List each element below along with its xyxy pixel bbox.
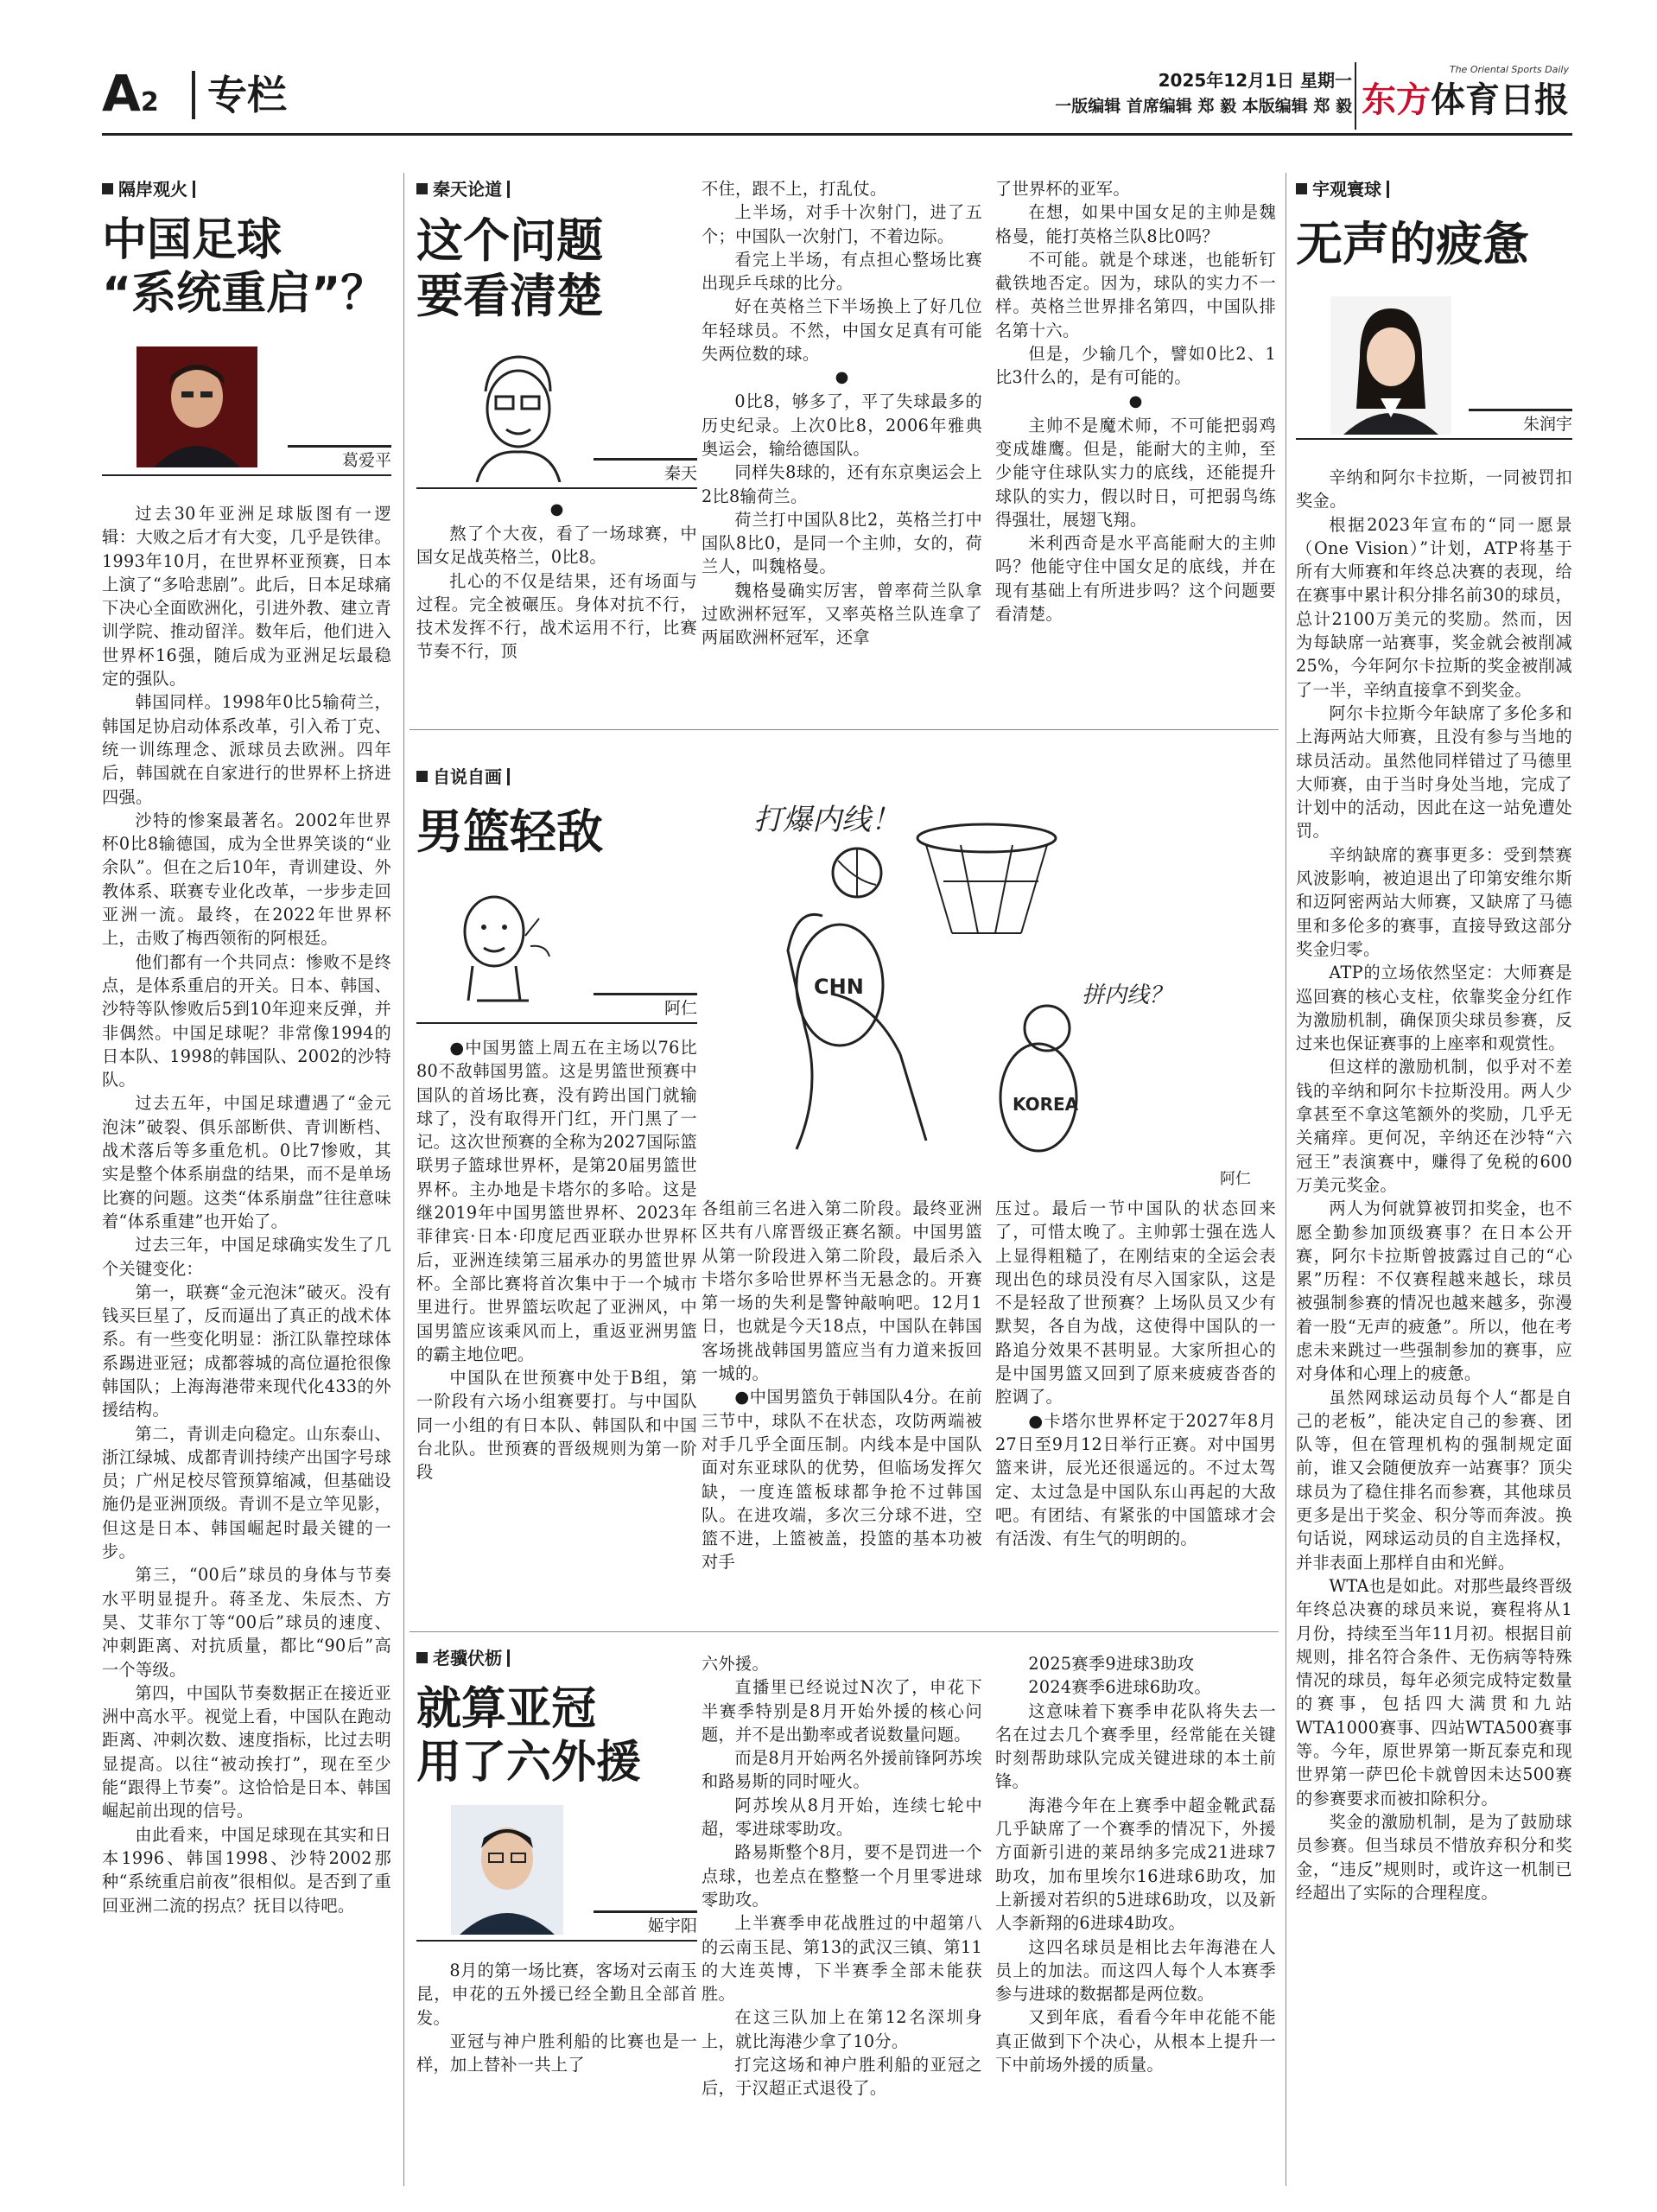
paragraph: 2025赛季9进球3助攻	[1028, 1654, 1195, 1674]
author-name: 秦天	[594, 458, 697, 484]
paragraph: 过去五年，中国足球遭遇了“金元泡沫”破裂、俱乐部断供、青训断档、战术落后等多重危机。0比7惨败，其实是整个体系崩盘的结果，而不是单场比赛的问题。这类“体系崩盘”往往意味着“体系重建”也开始了。	[102, 1093, 391, 1231]
article-headline: 中国足球 “系统重启”？	[102, 214, 386, 320]
article-shenhua-c	[995, 1652, 1276, 2076]
article-headline: 就算亚冠 用了六外援	[416, 1683, 642, 1789]
author-portrait	[102, 336, 391, 476]
paragraph: 奖金的激励机制，是为了鼓励球员参赛。但当球员不惜放弃积分和奖金，“违反”规则时，或许这一机制已经超出了实际的合理程度。	[1296, 1811, 1572, 1903]
article-mens-basketball-c	[995, 1197, 1276, 1550]
paragraph: 压过。最后一节中国队的状态回来了，可惜太晚了。主帅郭士强在选人上显得粗糙了，在刚结束的全运会表现出色的球员没有尽入国家队，这是不是轻敌了世预赛？上场队员又少有默契，各自为战，这使得中国队的一路追分效果不甚明显。大家所担心的是中国男篮又回到了原来疲疲沓沓的腔调了。	[995, 1198, 1276, 1408]
paragraph: 阿尔卡拉斯今年缺席了多伦多和上海两站大师赛，且没有参与当地的球员活动。虽然他同样错过了马德里大师赛，由于当时身处当地，完成了计划中的活动，因此在这一站免遭处罚。	[1296, 702, 1572, 842]
column-tag: 秦天论道	[416, 177, 697, 201]
article-shenhua-a	[416, 1646, 697, 2076]
author-portrait	[416, 1802, 697, 1942]
paragraph: 亚冠与神户胜利船的比赛也是一样，加上替补一共上了	[416, 2031, 697, 2075]
paragraph: 2024赛季6进球6助攻。	[1028, 1677, 1211, 1698]
header-meta	[1055, 67, 1352, 119]
paragraph: 过去30年亚洲足球版图有一逻辑：大败之后才有大变，几乎是铁律。1993年10月，在世界杯亚预赛，日本上演了“多哈悲剧”。此后，日本足球痛下决心全面欧洲化，引进外教、建立青训学院、推动留洋。数年后，他们进入世界杯16强，随后成为亚洲足坛最稳定的强队。	[102, 504, 391, 690]
article-shenhua-b	[702, 1652, 982, 2101]
paragraph: 但这样的激励机制，似乎对不差钱的辛纳和阿尔卡拉斯没用。两人少拿甚至不拿这笔额外的奖励，几乎无关痛痒。更何况，辛纳还在沙特“六冠王”表演赛中，赚得了免税的600万美元奖金。	[1296, 1057, 1572, 1195]
newspaper-logo	[1355, 62, 1572, 130]
article-women-football-c	[995, 177, 1276, 626]
section-divider	[409, 1631, 1279, 1632]
article-headline: 这个问题 要看清楚	[416, 213, 603, 323]
paragraph: ●卡塔尔世界杯定于2027年8月27日至9月12日举行正赛。对中国男篮来讲，辰光还很遥远的。不过太驾定、太过急是中国队东山再起的大敌吧。有团结、有紧张的中国篮球才会有活泼、有生气的明朗的。	[995, 1410, 1276, 1549]
paragraph: 他们都有一个共同点：惨败不是终点，是体系重启的开关。日本、韩国、沙特等队惨败后5到10年迎来反弹，并非偶然。中国足球呢？非常像1994的日本队、1998的韩国队、2002的沙特队。	[102, 951, 391, 1090]
paragraph: 六外援。	[702, 1654, 769, 1674]
paragraph: 第三，“00后”球员的身体与节奏水平明显提升。蒋圣龙、朱辰杰、方昊、艾菲尔丁等“00后”球员的速度、冲刺距离、对抗质量，都比“90后”高一个等级。	[102, 1565, 391, 1680]
paragraph: 上半场，对手十次射门，进了五个；中国队一次射门，不着边际。	[702, 202, 982, 246]
cartoon-caption2-text: 拼内线？	[1082, 982, 1172, 1008]
logo-english: The Oriental Sports Daily	[1449, 64, 1569, 75]
jersey-chn: CHN	[814, 975, 864, 999]
author-name: 葛爱平	[288, 445, 391, 471]
separator-dot: ●	[549, 500, 564, 518]
page-header	[102, 62, 1572, 136]
paragraph: 海港今年在上赛季中超金靴武磊几乎缺席了一个赛季的情况下，外援方面新引进的莱昂纳多完成21进球7助攻，加布里埃尔16进球6助攻，加上新援对若织的5进球6助攻，以及新人李新翔的6进球4助攻。	[995, 1795, 1276, 1934]
paragraph: 荷兰打中国队8比2，英格兰打中国队8比0，是同一个主帅，女的，荷兰人，叫魏格曼。	[702, 509, 982, 577]
author-name: 阿仁	[594, 993, 697, 1019]
author-portrait	[416, 336, 697, 489]
paragraph: WTA也是如此。对那些最终晋级年终总决赛的球员来说，赛程将从1月份，持续至当年11月初。根据目前规则，排名符合条件、无伤病等特殊情况的球员，每年必须完成特定数量的赛事，包括四大满贯和九站WTA1000赛事、四站WTA500赛事等。今年，原世界第一斯瓦泰克和现世界第一萨巴伦卡就曾因未达500赛的参赛要求而被扣除积分。	[1296, 1575, 1572, 1808]
column-tag: 隔岸观火	[102, 177, 391, 201]
paragraph: 不可能。就是个球迷，也能斩钉截铁地否定。因为，球队的实力不一样。英格兰世界排名第四，中国队排名第十六。	[995, 249, 1276, 340]
paragraph: 沙特的惨案最著名。2002年世界杯0比8输德国，成为全世界笑谈的“业余队”。但在之后10年，青训建设、外教体系、联赛专业化改革，一步步走回亚洲一流。最终，在2022年世界杯上，击败了梅西领衔的阿根廷。	[102, 810, 391, 949]
paragraph: 8月的第一场比赛，客场对云南玉昆，申花的五外援已经全勤且全部首发。	[416, 1961, 697, 2028]
paragraph: 但是，少输几个，譬如0比2、1比3什么的，是有可能的。	[995, 344, 1276, 388]
article-women-football-b	[702, 177, 982, 650]
paragraph: 虽然网球运动员每个人“都是自己的老板”，能决定自己的参赛、团队等，但在管理机构的强制规定面前，谁又会随便放弃一站赛事？顶尖球员为了稳住排名而参赛，其他球员更多是出于奖金、积分等而奔波。换句话说，网球运动员的自主选择权，并非表面上那样自由和光鲜。	[1296, 1387, 1572, 1573]
logo-title: 东方体育日报	[1362, 80, 1569, 120]
separator-dot: ●	[835, 368, 849, 387]
cartoon-signature: 阿仁	[1220, 1170, 1251, 1188]
column-tag: 自说自画	[416, 765, 697, 789]
cartoon-caption-text: 打爆内线！	[753, 803, 900, 837]
editorial-cartoon	[702, 778, 1276, 1192]
paragraph: ●中国男篮负于韩国队4分。在前三节中，球队不在状态，攻防两端被对手几乎全面压制。内线本是中国队面对东亚球队的优势，但临场发挥欠缺，一度连篮板球都争抢不过韩国队。在进攻端，多次三分球不进，空篮不进，上篮被盖，投篮的基本功被对手	[702, 1387, 982, 1573]
article-mens-basketball-b	[702, 1197, 982, 1574]
paragraph: 不住，跟不上，打乱仗。	[702, 179, 887, 199]
paragraph: 而是8月开始两名外援前锋阿苏埃和路易斯的同时哑火。	[702, 1748, 982, 1792]
paragraph: 第一，联赛“金元泡沫”破灭。没有钱买巨星了，反而逼出了真正的战术体系。有一些变化明显：浙江队靠控球体系踢进亚冠；成都蓉城的高位逼抢很像韩国队；上海海港带来现代化433的外援结构。	[102, 1281, 391, 1421]
article-tennis	[1296, 177, 1572, 1904]
author-portrait	[1296, 291, 1572, 440]
paragraph: 看完上半场，有点担心整场比赛出现乒乓球的比分。	[702, 249, 982, 294]
section-divider	[409, 729, 1279, 730]
article-body	[102, 502, 391, 1917]
author-sketch	[451, 340, 581, 482]
paragraph: 熬了个大夜，看了一场球赛，中国女足战英格兰，0比8。	[416, 524, 697, 568]
paragraph: 扎心的不仅是结果，还有场面与过程。完全被碾压。身体对抗不行，技术发挥不行，战术运用不行，比赛节奏不行，顶	[416, 570, 697, 662]
article-headline: 无声的疲惫	[1296, 217, 1529, 271]
paragraph: 米利西奇是水平高能耐大的主帅吗？他能守住中国女足的底线，并在现有基础上有所进步吗？这个问题要看清楚。	[995, 533, 1276, 625]
article-headline: 男篮轻敌	[416, 804, 603, 859]
article-women-football-a	[416, 177, 697, 664]
paragraph: 过去三年，中国足球确实发生了几个关键变化：	[102, 1235, 391, 1279]
section-title: 专栏	[192, 71, 287, 119]
paragraph: 韩国同样。1998年0比5输荷兰，韩国足协启动体系改革，引入希丁克、统一训练理念、派球员去欧洲。四年后，韩国就在自家进行的世界杯上挤进四强。	[102, 692, 391, 807]
paragraph: 魏格曼确实厉害，曾率荷兰队拿过欧洲杯冠军，又率英格兰队连拿了两届欧洲杯冠军，还拿	[702, 580, 982, 648]
paragraph: 主帅不是魔术师，不可能把弱鸡变成雄鹰。但是，能耐大的主帅，至少能守住球队实力的底线，还能提升球队的实力，假以时日，可把弱鸟练得强壮，展翅飞翔。	[995, 415, 1276, 530]
paragraph: 0比8，够多了，平了失球最多的历史纪录。上次0比8，2006年雅典奥运会，输给德国队。	[702, 391, 982, 459]
author-photo	[451, 1805, 563, 1935]
author-photo	[136, 346, 257, 467]
paragraph: 第二，青训走向稳定。山东泰山、浙江绿城、成都青训持续产出国字号球员；广州足校尽管预算缩减，但基础设施仍是亚洲顶级。青训不是立竿见影，但这是日本、韩国崛起时最关键的一步。	[102, 1423, 391, 1562]
paragraph: ATP的立场依然坚定：大师赛是巡回赛的核心支柱，依靠奖金分红作为激励机制，确保顶尖球员参赛，反过来也保证赛事的上座率和观赏性。	[1296, 963, 1572, 1054]
issue-date: 2025年12月1日 星期一	[1158, 70, 1352, 91]
paragraph: 路易斯整个8月，要不是罚进一个点球，也差点在整整一个月里零进球零助攻。	[702, 1842, 982, 1910]
author-portrait	[416, 875, 697, 1024]
paragraph: 同样失8球的，还有东京奥运会上2比8输荷兰。	[702, 462, 982, 506]
paragraph: 由此看来，中国足球现在其实和日本1996、韩国1998、沙特2002那种“系统重启前夜”很相似。是否到了重回亚洲二流的拐点？抚目以待吧。	[102, 1824, 391, 1916]
paragraph: 两人为何就算被罚扣奖金，也不愿全勤参加顶级赛事？在日本公开赛，阿尔卡拉斯曾披露过自己的“心累”历程：不仅赛程越来越长，球员被强制参赛的情况也越来越多，弥漫着一股“无声的疲惫”。所以，他在考虑未来跳过一些强制参加的赛事，应对身体和心理上的疲惫。	[1296, 1198, 1572, 1384]
paragraph: 在这三队加上在第12名深圳身上，就比海港少拿了10分。	[702, 2007, 982, 2051]
paragraph: 又到年底，看看今年申花能不能真正做到下个决心，从根本上提升一下中前场外援的质量。	[995, 2007, 1276, 2075]
paragraph: 打完这场和神户胜利船的亚冠之后，于汉超正式退役了。	[702, 2055, 982, 2099]
column-divider	[403, 173, 404, 2186]
paragraph: 在想，如果中国女足的主帅是魏格曼，能打英格兰队8比0吗？	[995, 202, 1276, 246]
jersey-korea: KOREA	[1013, 1094, 1079, 1115]
article-sino-soccer	[102, 177, 391, 1917]
paragraph: ●中国男篮上周五在主场以76比80不敌韩国男篮。这是男篮世预赛中国队的首场比赛，没有跨出国门就输球了，没有取得开门红，开门黑了一记。这次世预赛的全称为2027国际篮联男子篮球世界杯，是第20届男篮世界杯。主办地是卡塔尔的多哈。这是继2019年中国男篮世界杯、2023年菲律宾·日本·印度尼西亚联办世界杯后，亚洲连续第三届承办的男篮世界杯。全部比赛将首次集中于一个城市里进行。世界篮坛吹起了亚洲风，中国男篮应该乘风而上，重返亚洲男篮的霸主地位吧。	[416, 1038, 697, 1364]
editors-line: 一版编辑 首席编辑 郑 毅 本版编辑 郑 毅	[1055, 97, 1352, 116]
paragraph: 这意味着下赛季申花队将失去一名在过去几个赛季里，经常能在关键时刻帮助球队完成关键进球的本土前锋。	[995, 1700, 1276, 1792]
paragraph: 阿苏埃从8月开始，连续七轮中超，零进球零助攻。	[702, 1795, 982, 1840]
paragraph: 这四名球员是相比去年海港在人员上的加法。而这四人每个人本赛季参与进球的数据都是两位数。	[995, 1936, 1276, 2005]
author-photo	[1330, 296, 1451, 435]
column-tag: 老骥伏枥	[416, 1646, 697, 1670]
paragraph: 直播里已经说过N次了，申花下半赛季特别是8月开始外援的核心问题，并不是出勤率或者说数量问题。	[702, 1677, 982, 1745]
author-name: 姬宇阳	[594, 1910, 697, 1936]
column-tag: 宇观寰球	[1296, 177, 1572, 201]
paragraph: 上半赛季申花战胜过的中超第八的云南玉昆、第13的武汉三镇、第11的大连英博，下半赛季全部未能获胜。	[702, 1913, 982, 2005]
cartoon-illustration	[702, 778, 1276, 1192]
paragraph: 了世界杯的亚军。	[995, 179, 1130, 199]
paragraph: 根据2023年宣布的“同一愿景（One Vision）”计划，ATP将基于所有大师赛和年终总决赛的表现，给在赛事中累计积分排名前30的球员，总计2100万美元的奖励。然而，因为每缺席一站赛事，奖金就会被削减25%，今年阿尔卡拉斯的奖金被削减了一半，辛纳直接拿不到奖金。	[1296, 514, 1572, 700]
paragraph: 辛纳缺席的赛事更多：受到禁赛风波影响，被迫退出了印第安维尔斯和迈阿密两站大师赛，又缺席了马德里和多伦多的赛事，直接导致这部分奖金归零。	[1296, 844, 1572, 959]
separator-dot: ●	[1128, 391, 1143, 410]
author-name: 朱润宇	[1469, 409, 1572, 435]
paragraph: 辛纳和阿尔卡拉斯，一同被罚扣奖金。	[1296, 467, 1572, 512]
article-mens-basketball-a	[416, 765, 697, 1484]
author-sketch	[442, 884, 563, 1014]
paragraph: 好在英格兰下半场换上了好几位年轻球员。不然，中国女足真有可能失两位数的球。	[702, 296, 982, 365]
paragraph: 中国队在世预赛中处于B组，第一阶段有六场小组赛要打。与中国队同一小组的有日本队、韩国队和中国台北队。世预赛的晋级规则为第一阶段	[416, 1368, 697, 1483]
paragraph: 第四，中国队节奏数据正在接近亚洲中高水平。视觉上看，中国队在跑动距离、冲刺次数、速度指标，比过去明显提高。以往“被动挨打”，现在至少能“跟得上节奏”。这恰恰是日本、韩国崛起前出现的信号。	[102, 1682, 391, 1821]
page-number: A2	[102, 64, 159, 123]
paragraph: 各组前三名进入第二阶段。最终亚洲区共有八席晋级正赛名额。中国男篮从第一阶段进入第二阶段，最后杀入卡塔尔多哈世界杯当无悬念的。开赛第一场的失利是警钟敲响吧。12月1日，也就是今天18点，中国队在韩国客场挑战韩国男篮应当有力道来扳回一城的。	[702, 1198, 982, 1384]
